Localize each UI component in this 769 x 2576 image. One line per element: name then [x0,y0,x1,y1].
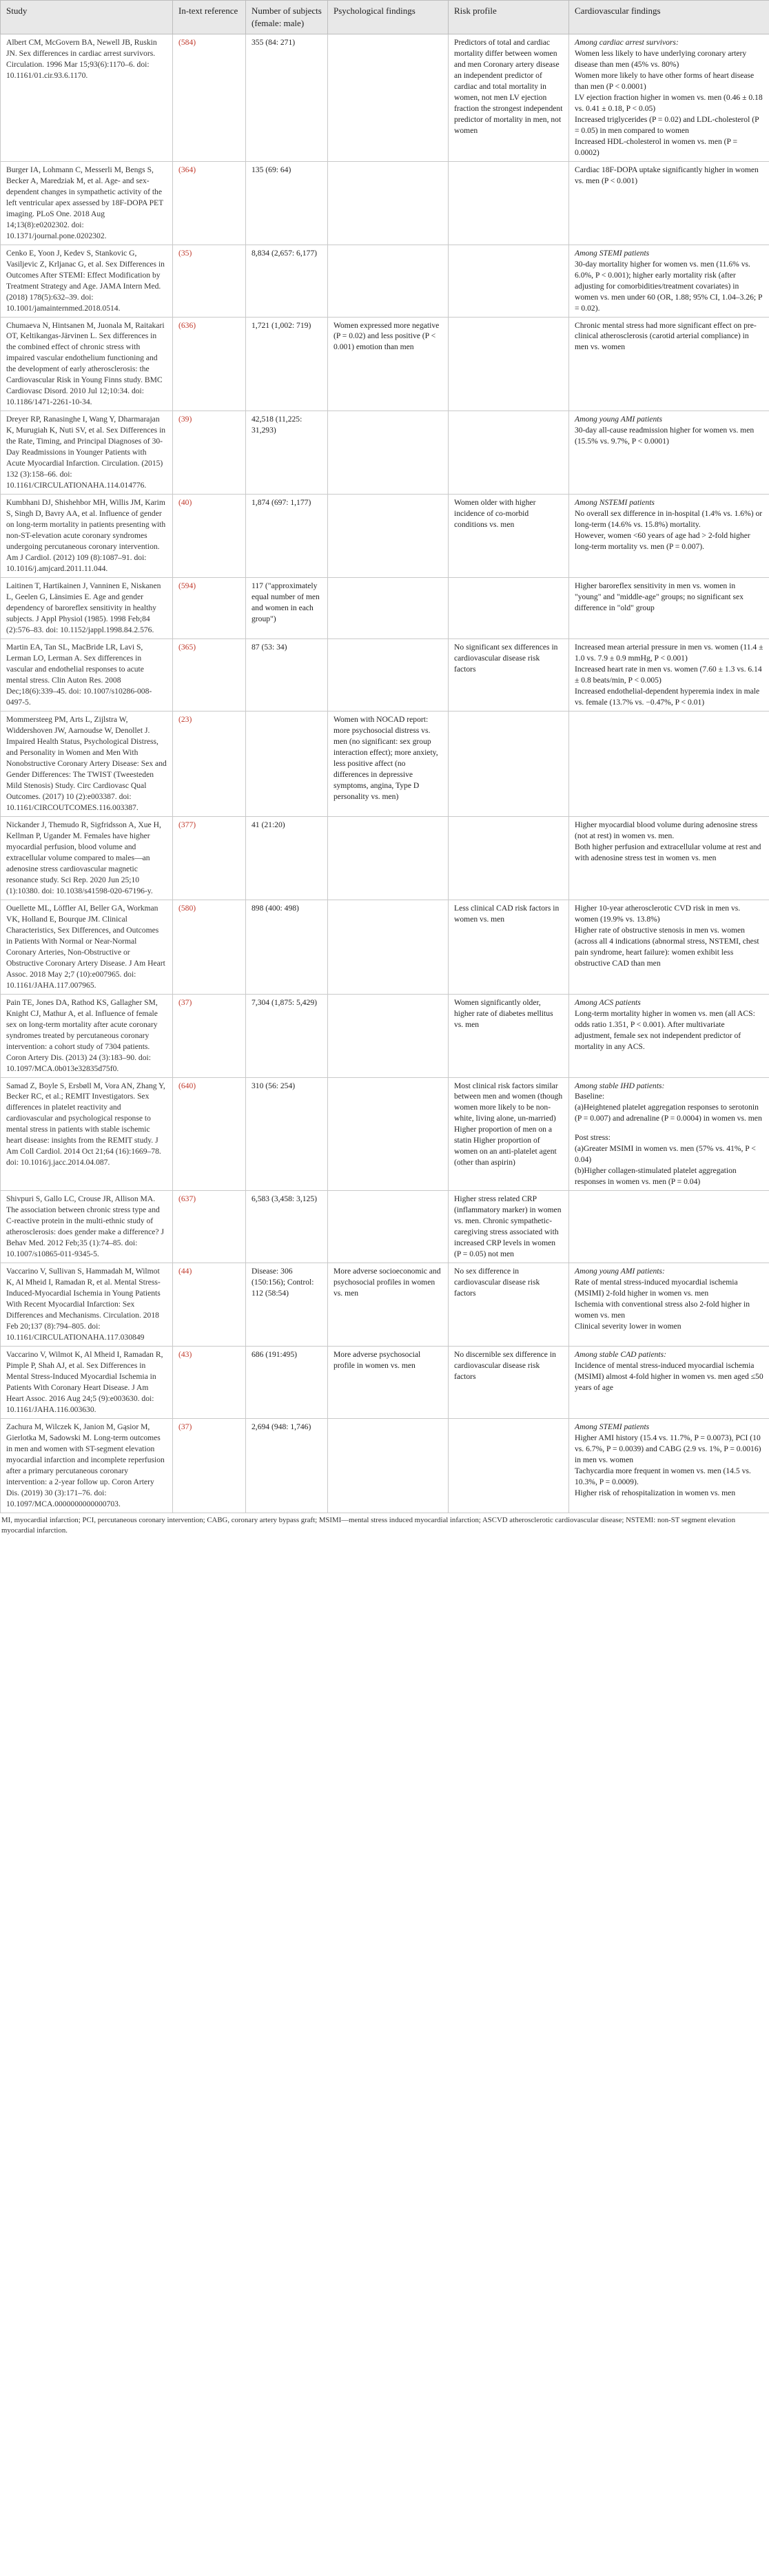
risk-profile: Most clinical risk factors similar between men and women (though women more likely to be non-white, living alone, un-married) Higher proportion of men on a statin Higher proportion of women on an anti-platelet agent (other than aspirin) [449,1077,569,1191]
cardiovascular-findings [569,1347,769,1419]
cardiovascular-finding-line: Among young AMI patients [575,415,662,424]
cardiovascular-findings [569,1191,769,1263]
psychological-findings [328,161,449,245]
in-text-reference-link[interactable]: (365) [173,639,246,711]
study-citation: Vaccarino V, Sullivan S, Hammadah M, Wilmot K, Al Mheid I, Ramadan R, et al. Mental Stress-Induced-Myocardial Ischemia in Young Patients With Recent Myocardial Infarction: Sex Differences and Mechanisms. Circulation. 2018 Feb 20;137 (8):794–805. doi: 10.1161/CIRCULATIONAHA.117.030849 [1,1263,173,1347]
psychological-findings: More adverse socioeconomic and psychosocial profiles in women vs. men [328,1263,449,1347]
cardiovascular-finding-line: Increased endothelial-dependent hyperemia index in male vs. female (13.7% vs. −0.47%, P < 0.01) [575,687,760,707]
psychological-findings [328,994,449,1077]
table-row [1,495,769,578]
study-citation: Laitinen T, Hartikainen J, Vanninen E, Niskanen L, Geelen G, Länsimies E. Age and gender dependency of baroreflex sensitivity in healthy subjects. J Appl Physiol (1985). 1998 Feb;84 (2):576–83. doi: 10.1152/jappl.1998.84.2.576. [1,578,173,639]
risk-profile [449,317,569,411]
cardiovascular-finding-line: Post stress: [575,1133,611,1143]
table-row [1,900,769,994]
cardiovascular-findings [569,317,769,411]
risk-profile: Women significantly older, higher rate of diabetes mellitus vs. men [449,994,569,1077]
cardiovascular-finding-line: Among STEMI patients [575,1422,650,1432]
cardiovascular-finding-line: Among stable CAD patients: [575,1350,666,1360]
cardiovascular-finding-line: Increased HDL-cholesterol in women vs. men (P = 0.0002) [575,136,737,157]
psychological-findings [328,1191,449,1263]
cardiovascular-finding-line: Baseline: [575,1092,605,1101]
cardiovascular-finding-line: Women more likely to have other forms of heart disease than men (P < 0.0001) [575,70,755,91]
table-row [1,161,769,245]
risk-profile: Less clinical CAD risk factors in women vs. men [449,900,569,994]
header-psychological-findings: Psychological findings [328,1,449,34]
risk-profile: No discernible sex difference in cardiovascular disease risk factors [449,1347,569,1419]
cardiovascular-finding-line: Among cardiac arrest survivors: [575,37,679,47]
psychological-findings [328,900,449,994]
risk-profile [449,161,569,245]
in-text-reference-link[interactable]: (637) [173,1191,246,1263]
cardiovascular-findings [569,1419,769,1513]
cardiovascular-finding-line: Increased mean arterial pressure in men vs. women (11.4 ± 1.0 vs. 7.9 ± 0.9 mmHg, P < 0.001) [575,643,763,663]
table-row [1,994,769,1077]
cardiovascular-findings [569,495,769,578]
cardiovascular-findings [569,578,769,639]
cardiovascular-finding-line: No overall sex difference in in-hospital (1.4% vs. 1.6%) or long-term (14.6% vs. 15.8%) mortality. [575,509,763,530]
cardiovascular-finding-line: However, women <60 years of age had > 2-fold higher long-term mortality vs. men (P = 0.007). [575,531,750,552]
number-of-subjects: 8,834 (2,657: 6,177) [246,245,328,317]
risk-profile: Higher stress related CRP (inflammatory marker) in women vs. men. Chronic sympathetic-caregiving stress associated with increased CRP levels in women (P = 0.05) not men [449,1191,569,1263]
psychological-findings: Women expressed more negative (P = 0.02) and less positive (P < 0.001) emotion than men [328,317,449,411]
study-citation: Dreyer RP, Ranasinghe I, Wang Y, Dharmarajan K, Murugiah K, Nuti SV, et al. Sex Differences in the Rate, Timing, and Principal Diagnoses of 30-Day Readmissions in Younger Patients with Acute Myocardial Infarction. Circulation. (2015) 132 (3):158–66. doi: 10.1161/CIRCULATIONAHA.114.014776. [1,411,173,495]
psychological-findings [328,1419,449,1513]
header-number-of-subjects: Number of subjects (female: male) [246,1,328,34]
number-of-subjects: 1,721 (1,002: 719) [246,317,328,411]
number-of-subjects: 135 (69: 64) [246,161,328,245]
psychological-findings [328,578,449,639]
table-row [1,1191,769,1263]
in-text-reference-link[interactable]: (44) [173,1263,246,1347]
table-row [1,639,769,711]
number-of-subjects: 117 ("approximately equal number of men and women in each group") [246,578,328,639]
study-citation: Zachura M, Wilczek K, Janion M, Gąsior M, Gierlotka M, Sadowski M. Long-term outcomes in men and women with ST-segment elevation myocardial infarction and incomplete reperfusion after a primary percutaneous coronary intervention: a 2-year follow up. Coron Artery Dis. (2019) 30 (3):171–76. doi: 10.1097/MCA.0000000000000703. [1,1419,173,1513]
study-citation: Samad Z, Boyle S, Ersbøll M, Vora AN, Zhang Y, Becker RC, et al.; REMIT Investigators. Sex differences in platelet reactivity and cardiovascular and psychological response to mental stress in patients with stable ischemic heart disease: insights from the REMIT study. J Am Coll Cardiol. 2014 Oct 21;64 (16):1669–78. doi: 10.1016/j.jacc.2014.04.087. [1,1077,173,1191]
psychological-findings [328,816,449,900]
cardiovascular-findings [569,994,769,1077]
number-of-subjects: 87 (53: 34) [246,639,328,711]
table-row [1,1263,769,1347]
cardiovascular-finding-line: Higher rate of obstructive stenosis in men vs. women (across all 4 indications (abnormal stress, NSTEMI, chest pain syndrome, heart failure): women exhibit less obstructive CAD than men [575,925,759,968]
study-citation: Cenko E, Yoon J, Kedev S, Stankovic G, Vasiljevic Z, Krljanac G, et al. Sex Differences in Outcomes After STEMI: Effect Modification by Treatment Strategy and Age. JAMA Intern Med. (2018) 178(5):632–39. doi: 10.1001/jamainternmed.2018.0514. [1,245,173,317]
in-text-reference-link[interactable]: (640) [173,1077,246,1191]
study-citation: Martin EA, Tan SL, MacBride LR, Lavi S, Lerman LO, Lerman A. Sex differences in vascular and endothelial responses to acute mental stress. Clin Auton Res. 2008 Dec;18(6):339–45. doi: 10.1007/s10286-008-0497-5. [1,639,173,711]
cardiovascular-finding-line: Among NSTEMI patients [575,498,655,508]
risk-profile: No significant sex differences in cardiovascular disease risk factors [449,639,569,711]
table-row [1,1077,769,1191]
risk-profile [449,1419,569,1513]
risk-profile: Women older with higher incidence of co-morbid conditions vs. men [449,495,569,578]
cardiovascular-finding-line: Higher 10-year atherosclerotic CVD risk in men vs. women (19.9% vs. 13.8%) [575,903,741,924]
table-row [1,816,769,900]
cardiovascular-finding-line: Among stable IHD patients: [575,1081,665,1090]
cardiovascular-findings [569,900,769,994]
study-citation: Albert CM, McGovern BA, Newell JB, Ruskin JN. Sex differences in cardiac arrest survivors. Circulation. 1996 Mar 15;93(6):1170–6. doi: 10.1161/01.cir.93.6.1170. [1,34,173,161]
number-of-subjects: 355 (84: 271) [246,34,328,161]
number-of-subjects: Disease: 306 (150:156); Control: 112 (58:54) [246,1263,328,1347]
cardiovascular-finding-line: Increased triglycerides (P = 0.02) and LDL-cholesterol (P = 0.05) in men compared to women [575,114,759,135]
risk-profile: Predictors of total and cardiac mortality differ between women and men Coronary artery disease an independent predictor of cardiac and total mortality in women, not men LV ejection fraction the strongest independent predictor of mortality in men, not women [449,34,569,161]
number-of-subjects: 6,583 (3,458: 3,125) [246,1191,328,1263]
header-cardiovascular-findings: Cardiovascular findings [569,1,769,34]
study-citation: Nickander J, Themudo R, Sigfridsson A, Xue H, Kellman P, Ugander M. Females have higher myocardial perfusion, blood volume and extracellular volume compared to males—an adenosine stress cardiovascular magnetic resonance study. Sci Rep. 2020 Jun 25;10 (1):10380. doi: 10.1038/s41598-020-67196-y. [1,816,173,900]
risk-profile [449,245,569,317]
cardiovascular-findings [569,411,769,495]
header-row [1,1,769,34]
cardiovascular-finding-line: 30-day mortality higher for women vs. men (11.6% vs. 6.0%, P < 0.001); higher early mortality risk (after adjusting for comorbidities/treatment covariates) in women vs. men under 60 (OR, 1.88; 95% CI, 1.04–3.26; P = 0.02). [575,259,763,313]
table-row [1,1419,769,1513]
cardiovascular-finding-line: Higher AMI history (15.4 vs. 11.7%, P = 0.0073), PCI (10 vs. 6.7%, P = 0.0039) and CABG (2.9 vs. 1%, P = 0.0016) in men vs. women [575,1433,761,1465]
cardiovascular-finding-line: Higher myocardial blood volume during adenosine stress (not at rest) in women vs. men. [575,820,758,840]
risk-profile [449,411,569,495]
cardiovascular-finding-line: 30-day all-cause readmission higher for women vs. men (15.5% vs. 9.7%, P < 0.0001) [575,426,755,446]
psychological-findings [328,1077,449,1191]
in-text-reference-link[interactable]: (580) [173,900,246,994]
in-text-reference-link[interactable]: (377) [173,816,246,900]
cardiovascular-finding-line: Both higher perfusion and extracellular volume at rest and with adenosine stress test in women vs. men [575,842,761,862]
cardiovascular-finding-line: LV ejection fraction higher in women vs. men (0.46 ± 0.18 vs. 0.41 ± 0.18, P < 0.05) [575,92,763,113]
number-of-subjects: 7,304 (1,875: 5,429) [246,994,328,1077]
table-footnote: MI, myocardial infarction; PCI, percutaneous coronary intervention; CABG, coronary artery bypass graft; MSIMI—mental stress induced myocardial infarction; ASCVD atherosclerotic cardiovascular disease; NSTEMI: non-ST segment elevation myocardial infarction. [1,1515,736,1535]
study-citation: Pain TE, Jones DA, Rathod KS, Gallagher SM, Knight CJ, Mathur A, et al. Influence of female sex on long-term mortality after acute coronary syndromes treated by percutaneous coronary intervention: a cohort study of 7304 patients. Coron Artery Dis. (2013) 24 (3):183–90. doi: 10.1097/MCA.0b013e32835d75f0. [1,994,173,1077]
number-of-subjects: 898 (400: 498) [246,900,328,994]
table-row [1,1347,769,1419]
cardiovascular-finding-line: Long-term mortality higher in women vs. men (all ACS: odds ratio 1.351, P < 0.001). After multivariate adjustment, female sex not independent predictor of mortality in any ACS. [575,1008,755,1051]
in-text-reference-link[interactable]: (40) [173,495,246,578]
cardiovascular-findings [569,816,769,900]
in-text-reference-link[interactable]: (364) [173,161,246,245]
cardiovascular-finding-line: Higher risk of rehospitalization in women vs. men [575,1488,736,1497]
study-citation: Shivpuri S, Gallo LC, Crouse JR, Allison MA. The association between chronic stress type and C-reactive protein in the multi-ethnic study of atherosclerosis: does gender make a difference? J Behav Med. 2012 Feb;35 (1):74–85. doi: 10.1007/s10865-011-9345-5. [1,1191,173,1263]
study-citation: Burger IA, Lohmann C, Messerli M, Bengs S, Becker A, Maredziak M, et al. Age- and sex-dependent changes in sympathetic activity of the left ventricular apex assessed by 18F-DOPA PET imaging. PLoS One. 2018 Aug 14;13(8):e0202302. doi: 10.1371/journal.pone.0202302. [1,161,173,245]
cardiovascular-finding-line: Rate of mental stress-induced myocardial ischemia (MSIMI) 2-fold higher in women vs. men [575,1278,738,1298]
risk-profile: No sex difference in cardiovascular disease risk factors [449,1263,569,1347]
cardiovascular-findings [569,161,769,245]
header-risk-profile: Risk profile [449,1,569,34]
in-text-reference-link[interactable]: (39) [173,411,246,495]
study-citation: Vaccarino V, Wilmot K, Al Mheid I, Ramadan R, Pimple P, Shah AJ, et al. Sex Differences in Mental Stress-Induced Myocardial Ischemia in Patients With Coronary Heart Disease. J Am Heart Assoc. 2016 Aug 24;5 (9):e003630. doi: 10.1161/JAHA.116.003630. [1,1347,173,1419]
number-of-subjects: 1,874 (697: 1,177) [246,495,328,578]
cardiovascular-finding-line: Among young AMI patients: [575,1267,665,1276]
table-row [1,34,769,161]
cardiovascular-finding-line: (a)Heightened platelet aggregation responses to serotonin (P = 0.007) and adrenaline (P = 0.0004) in women vs. men [575,1103,762,1123]
table-row [1,317,769,411]
psychological-findings: Women with NOCAD report: more psychosocial distress vs. men (no significant: sex group interaction effect); more anxiety, less positive affect (no differences in depressive symptoms, angina, Type D personality vs. men) [328,711,449,816]
psychological-findings [328,495,449,578]
risk-profile [449,816,569,900]
study-citation: Mommersteeg PM, Arts L, Zijlstra W, Widdershoven JW, Aarnoudse W, Denollet J. Impaired Health Status, Psychological Distress, and Personality in Women and Men With Nonobstructive Coronary Artery Disease: Sex and Gender Differences: The TWIST (Tweesteden Mild Stenosis) Study. Circ Cardiovasc Qual Outcomes. (2017) 10 (2):e003387. doi: 10.1161/CIRCOUTCOMES.116.003387. [1,711,173,816]
cardiovascular-finding-line: Chronic mental stress had more significant effect on pre-clinical atherosclerosis (carotid arterial compliance) in men vs. women [575,320,757,352]
table-row [1,711,769,816]
table-body [1,34,769,1513]
table-row [1,245,769,317]
header-in-text-reference: In-text reference [173,1,246,34]
number-of-subjects: 42,518 (11,225: 31,293) [246,411,328,495]
number-of-subjects: 41 (21:20) [246,816,328,900]
header-study: Study [1,1,173,34]
cardiovascular-finding-line: Among ACS patients [575,997,641,1007]
number-of-subjects [246,711,328,816]
cardiovascular-findings [569,639,769,711]
study-citation: Chumaeva N, Hintsanen M, Juonala M, Raitakari OT, Keltikangas-Järvinen L. Sex differences in the combined effect of chronic stress with impaired vascular endothelium functioning and the development of early atherosclerosis: the Cardiovascular Risk in Young Finns study. BMC Cardiovasc Disord. 2010 Jul 12;10:34. doi: 10.1186/1471-2261-10-34. [1,317,173,411]
cardiovascular-findings [569,34,769,161]
cardiovascular-finding-line: Increased heart rate in men vs. women (7.60 ± 1.3 vs. 6.14 ± 0.8 beats/min, P < 0.005) [575,665,762,685]
study-citation: Ouellette ML, Löffler AI, Beller GA, Workman VK, Holland E, Bourque JM. Clinical Characteristics, Sex Differences, and Outcomes in Patients With Normal or Near-Normal Coronary Arteries, Non-Obstructive or Obstructive Coronary Artery Disease. J Am Heart Assoc. 2018 May 2;7 (10):e007965. doi: 10.1161/JAHA.117.007965. [1,900,173,994]
cardiovascular-finding-line: (a)Greater MSIMI in women vs. men (57% vs. 41%, P < 0.04) [575,1144,756,1165]
in-text-reference-link[interactable]: (594) [173,578,246,639]
in-text-reference-link[interactable]: (43) [173,1347,246,1419]
cardiovascular-finding-line: Clinical severity lower in women [575,1322,681,1331]
cardiovascular-finding-line: Ischemia with conventional stress also 2-fold higher in women vs. men [575,1300,750,1320]
number-of-subjects: 2,694 (948: 1,746) [246,1419,328,1513]
cardiovascular-finding-line: Among STEMI patients [575,248,650,258]
in-text-reference-link[interactable]: (37) [173,1419,246,1513]
cardiovascular-findings [569,1077,769,1191]
cardiovascular-findings [569,245,769,317]
psychological-findings [328,34,449,161]
study-citation: Kumbhani DJ, Shishehbor MH, Willis JM, Karim S, Singh D, Bavry AA, et al. Influence of gender on long-term mortality in patients presenting with non-ST-elevation acute coronary syndromes undergoing percutaneous coronary intervention. Am J Cardiol. (2012) 109 (8):1087–91. doi: 10.1016/j.amjcard.2011.11.044. [1,495,173,578]
psychological-findings [328,639,449,711]
cardiovascular-finding-line: (b)Higher collagen-stimulated platelet aggregation responses in women vs. men (P = 0.04) [575,1166,737,1187]
risk-profile [449,578,569,639]
cardiovascular-findings [569,711,769,816]
psychological-findings [328,245,449,317]
number-of-subjects: 310 (56: 254) [246,1077,328,1191]
in-text-reference-link[interactable]: (584) [173,34,246,161]
psychological-findings [328,411,449,495]
in-text-reference-link[interactable]: (35) [173,245,246,317]
cardiovascular-findings [569,1263,769,1347]
table-row [1,411,769,495]
cardiovascular-finding-line: Tachycardia more frequent in women vs. men (14.5 vs. 10.3%, P = 0.0009). [575,1466,751,1486]
cardiovascular-finding-line: Cardiac 18F-DOPA uptake significantly higher in women vs. men (P < 0.001) [575,165,759,185]
risk-profile [449,711,569,816]
cardiovascular-finding-line: Women less likely to have underlying coronary artery disease than men (45% vs. 80%) [575,48,747,69]
in-text-reference-link[interactable]: (23) [173,711,246,816]
psychological-findings: More adverse psychosocial profile in women vs. men [328,1347,449,1419]
number-of-subjects: 686 (191:495) [246,1347,328,1419]
table-header [1,1,769,34]
in-text-reference-link[interactable]: (636) [173,317,246,411]
in-text-reference-link[interactable]: (37) [173,994,246,1077]
cardiovascular-finding-line: Incidence of mental stress-induced myocardial ischemia (MSIMI) almost 4-fold higher in women vs. men aged ≤50 years of age [575,1361,763,1393]
table-row [1,578,769,639]
cardiovascular-finding-line: Higher baroreflex sensitivity in men vs. women in "young" and "middle-age" groups; no significant sex difference in "old" group [575,581,744,613]
